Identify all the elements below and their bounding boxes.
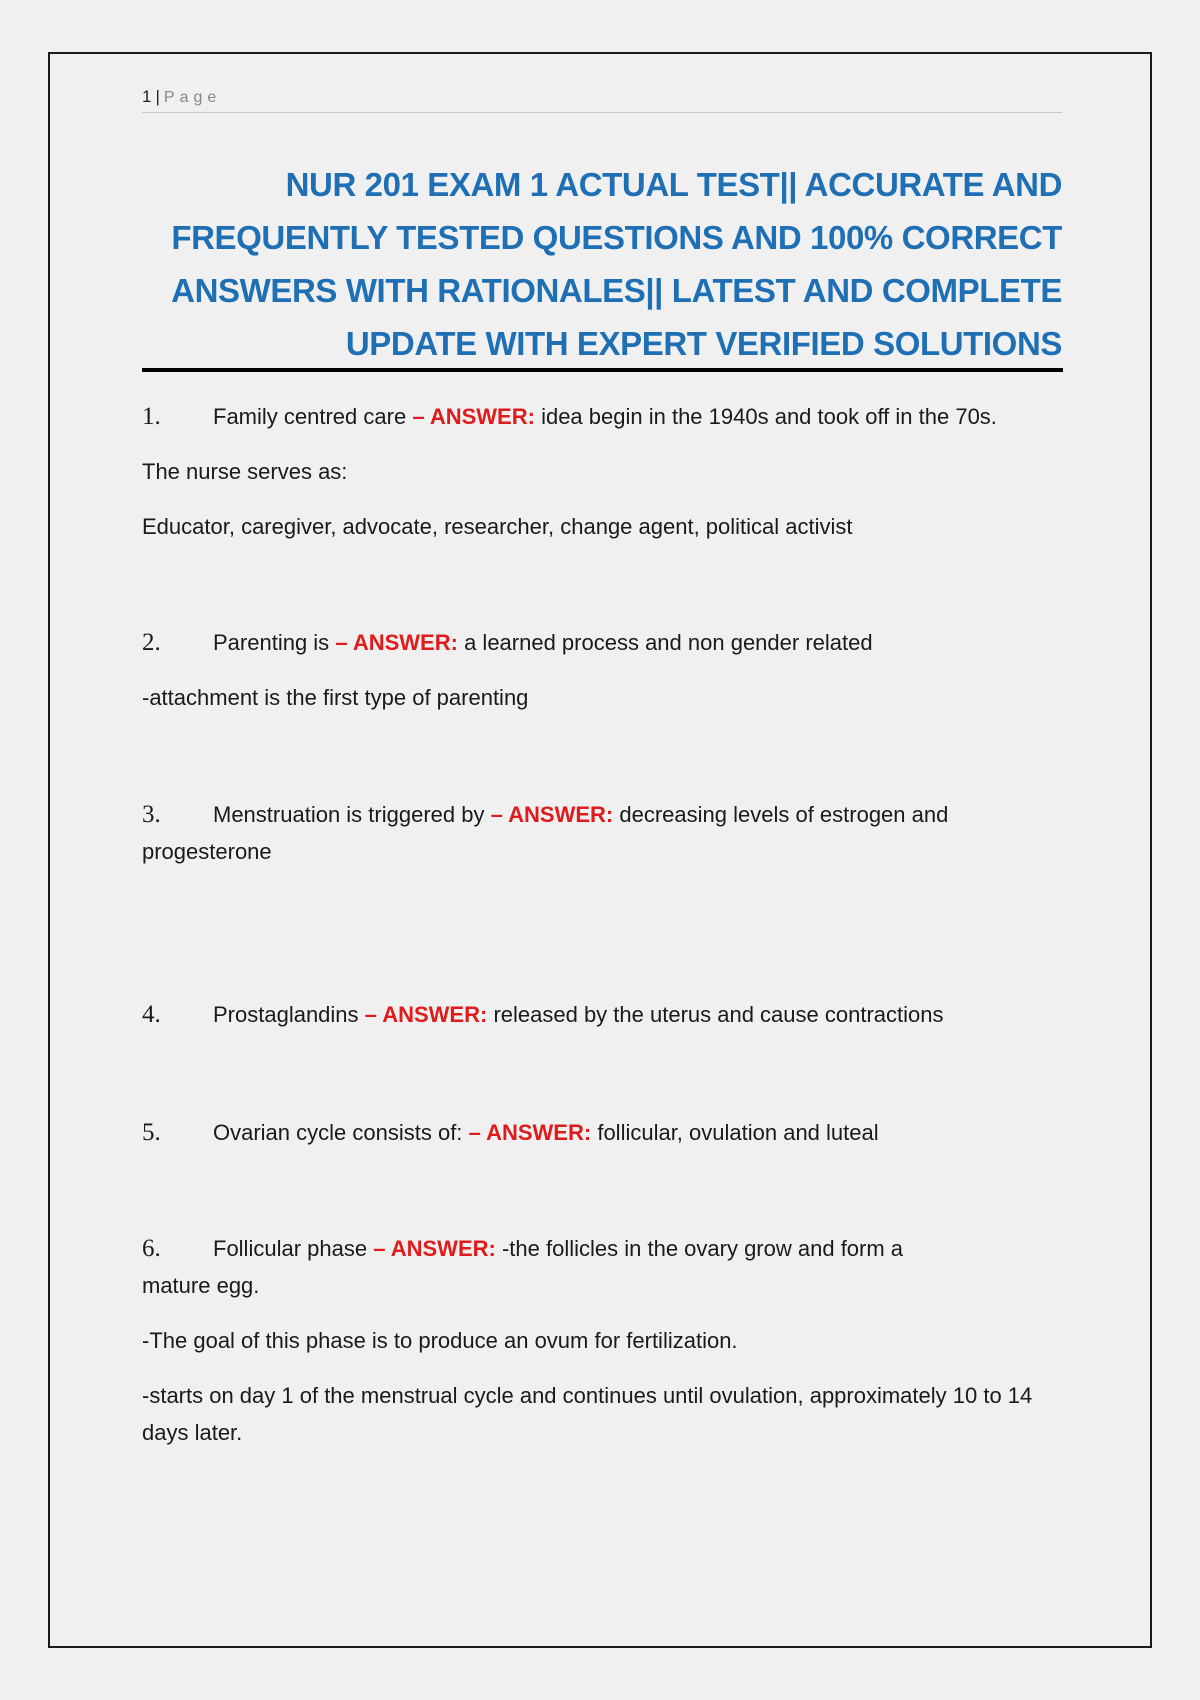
answer-tag: – ANSWER: [373,1236,496,1261]
question-line [142,996,1062,1033]
question-item-2 [142,624,1062,716]
title-divider [142,368,1063,372]
question-line [142,398,1062,435]
answer-tag: – ANSWER: [364,1002,488,1027]
question-note: The nurse serves as: [142,459,348,484]
question-line [142,1114,1062,1151]
question-number: 1. [142,403,161,430]
answer-tag: – ANSWER: [412,404,535,429]
title-line: FREQUENTLY TESTED QUESTIONS AND 100% CORRECT [171,219,1062,256]
question-answer: -the follicles in the ovary grow and form a mature egg. [142,1236,904,1298]
question-prompt: Parenting is [213,630,330,655]
question-item-5 [142,1114,1062,1151]
question-item-1 [142,398,1062,545]
document-title [142,158,1062,370]
question-answer: released by the uterus and cause contractions [493,1002,944,1027]
question-number: 6. [142,1235,161,1262]
question-item-3 [142,796,1062,870]
question-item-4 [142,996,1062,1033]
answer-tag: – ANSWER: [490,802,614,827]
question-prompt: Follicular phase [213,1236,368,1261]
question-line [142,796,1062,870]
question-line [142,624,1062,661]
question-answer: idea begin in the 1940s and took off in the 70s. [541,404,997,429]
page-label: Page [163,89,222,106]
question-line [142,1230,972,1304]
question-note: Educator, caregiver, advocate, researcher, change agent, political activist [142,514,853,539]
question-number: 5. [142,1119,161,1146]
question-answer: decreasing levels of estrogen and progesterone [142,802,949,864]
answer-tag: – ANSWER: [335,630,458,655]
question-number: 2. [142,629,161,656]
question-answer: follicular, ovulation and luteal [597,1120,879,1145]
question-item-6 [142,1230,1062,1451]
question-note: -starts on day 1 of the menstrual cycle and continues until ovulation, approximately 10 to 14 days later. [142,1383,1033,1445]
page-number: 1 [142,87,152,106]
document-page [48,52,1152,1648]
page-header [142,84,1062,113]
title-line: UPDATE WITH EXPERT VERIFIED SOLUTIONS [345,325,1062,362]
question-prompt: Prostaglandins [213,1002,359,1027]
question-note: -attachment is the first type of parenting [142,685,529,710]
page-separator: | [155,87,160,106]
title-line: ANSWERS WITH RATIONALES|| LATEST AND COMPLETE [171,272,1062,309]
question-note: -The goal of this phase is to produce an ovum for fertilization. [142,1328,738,1353]
question-answer: a learned process and non gender related [464,630,873,655]
question-prompt: Family centred care [213,404,407,429]
title-line: NUR 201 EXAM 1 ACTUAL TEST|| ACCURATE AND [285,166,1062,203]
question-number: 4. [142,1001,161,1028]
answer-tag: – ANSWER: [468,1120,592,1145]
question-number: 3. [142,801,161,828]
question-prompt: Ovarian cycle consists of: [213,1120,463,1145]
question-prompt: Menstruation is triggered by [213,802,485,827]
